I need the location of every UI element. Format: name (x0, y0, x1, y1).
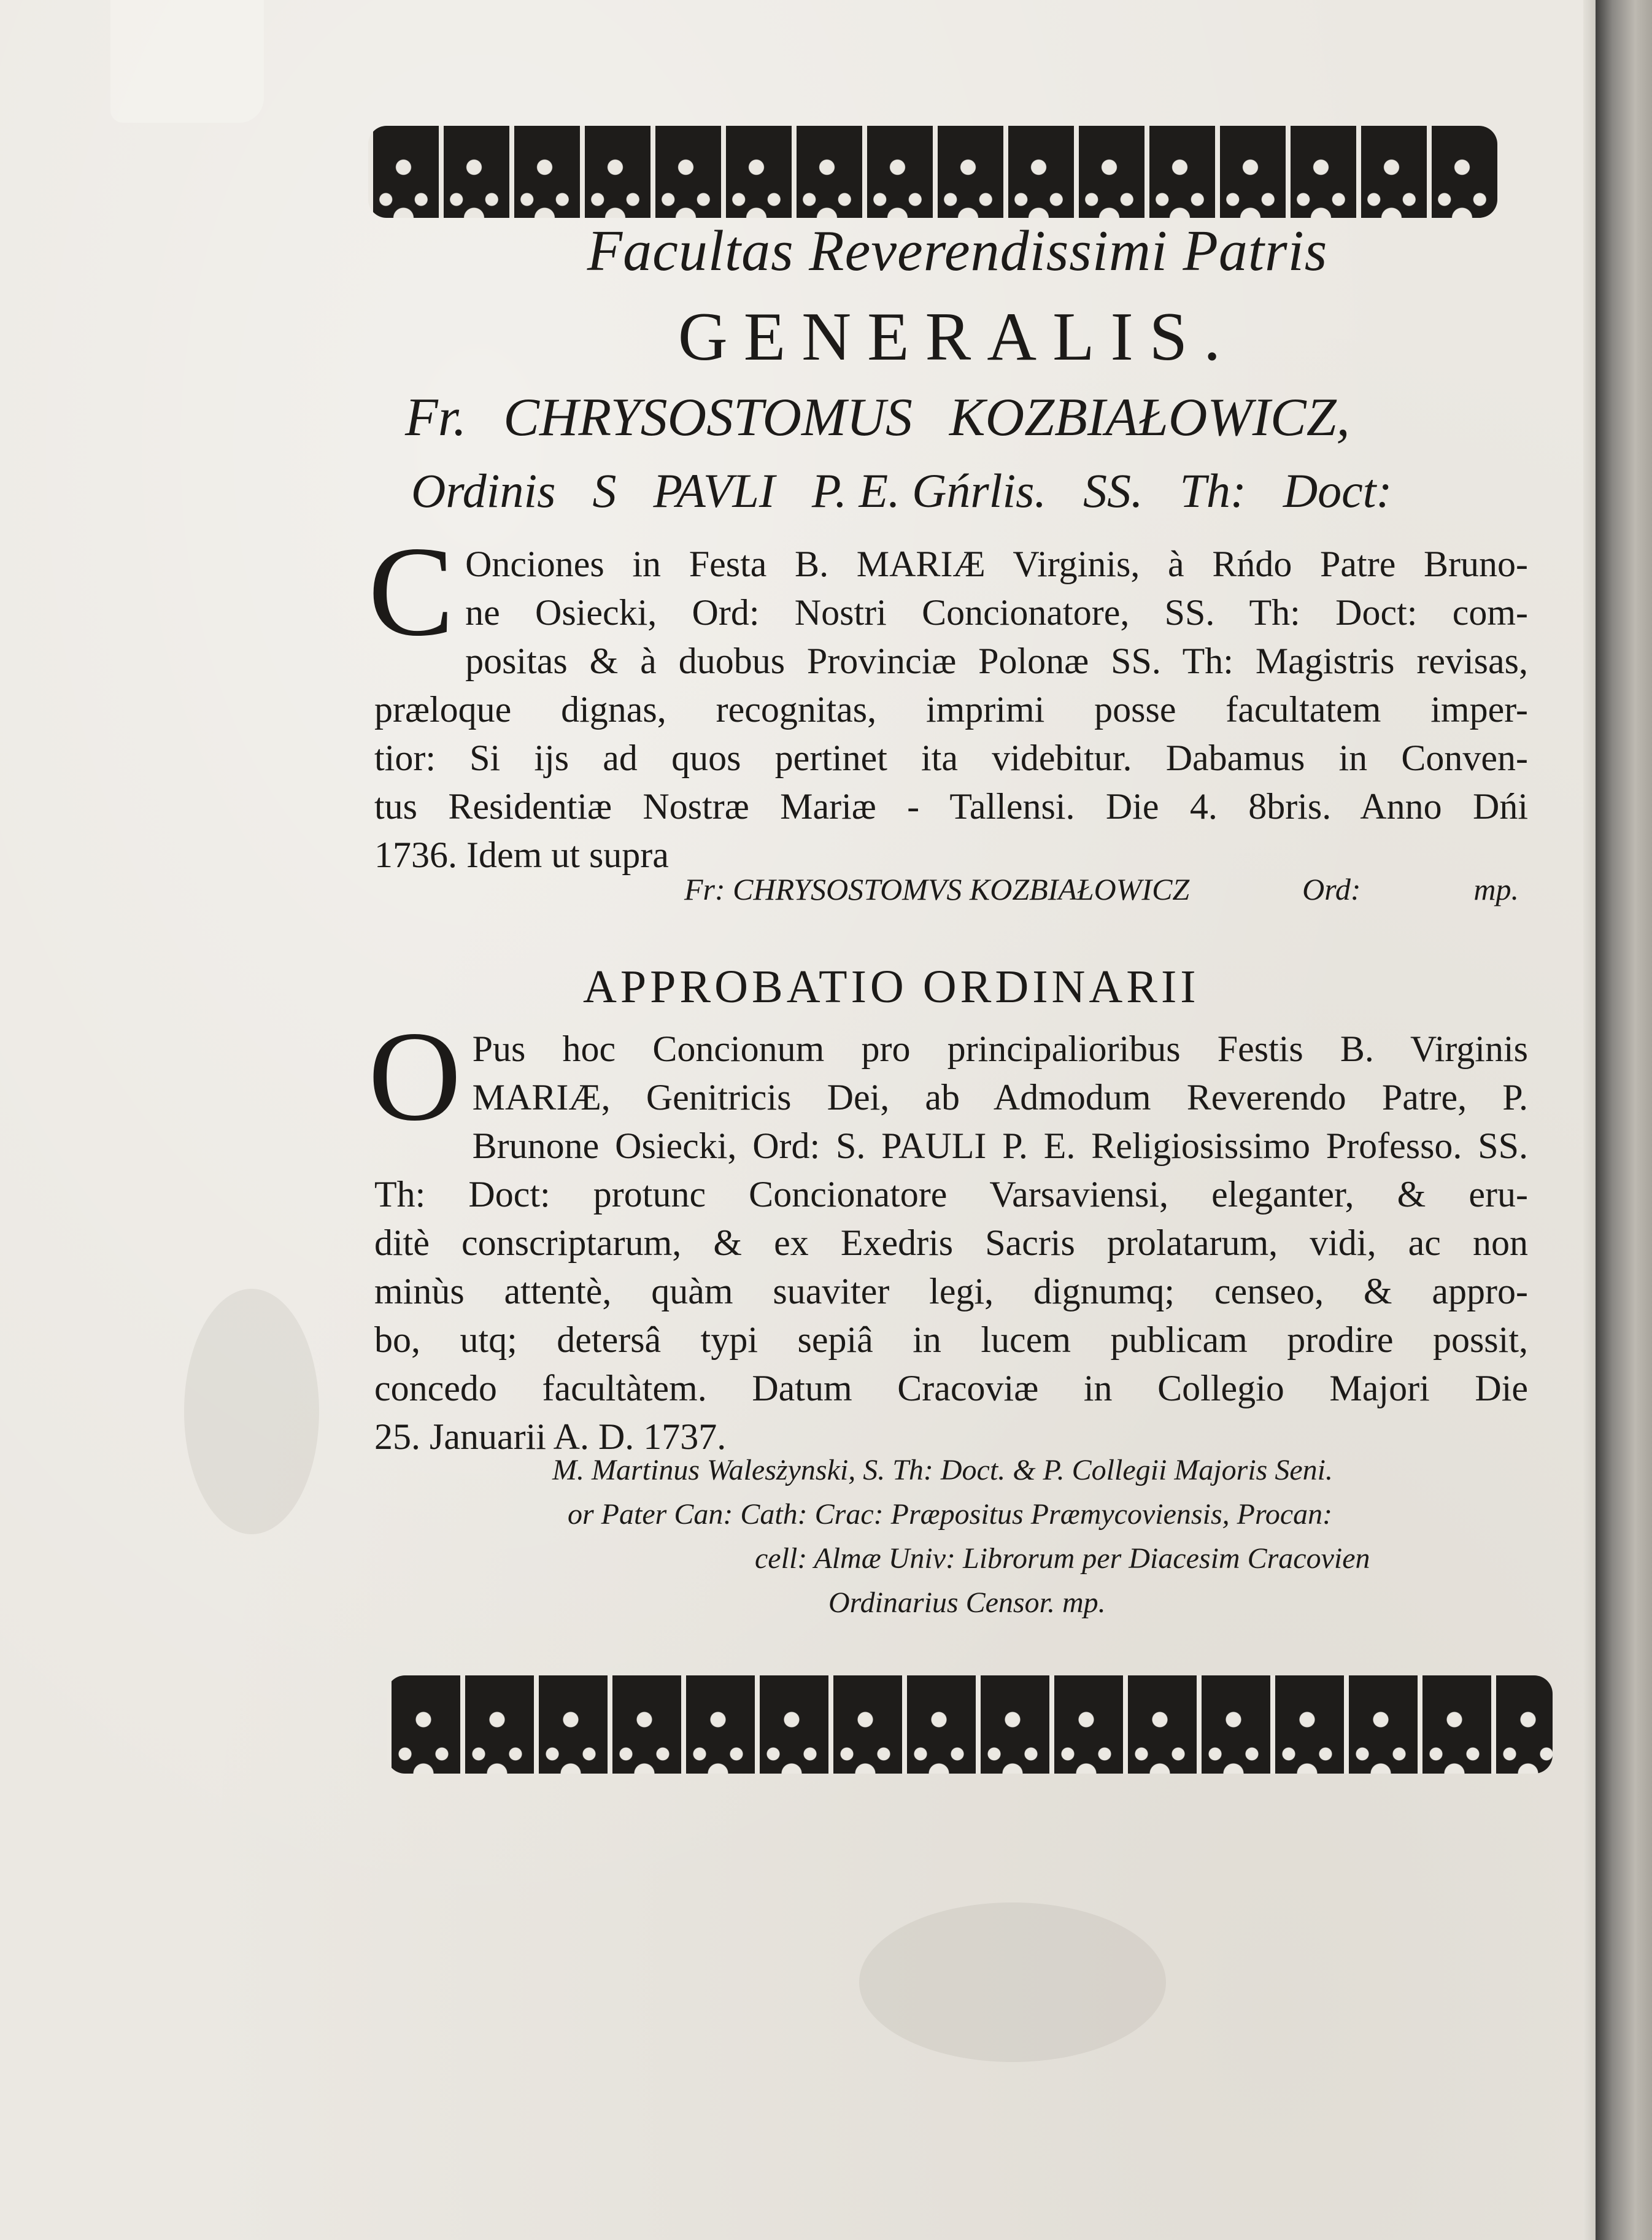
heading-name-first: CHRYSOSTOMUS (503, 388, 913, 447)
paper-repair-patch (110, 0, 264, 123)
bottom-floral-ornament (387, 1675, 1553, 1774)
paragraph-line: concedo facultàtem. Datum Cracoviæ in Collegio Majori Die (374, 1368, 1528, 1408)
paragraph-line: 1736. Idem ut supra (374, 835, 669, 875)
signature-name: Fr: CHRYSOSTOMVS KOZBIAŁOWICZ (684, 872, 1190, 906)
heading-order-s: S (592, 464, 617, 517)
paragraph-line: MARIÆ, Genitricis Dei, ab Admodum Reverendo Patre, P. (472, 1077, 1528, 1118)
heading-generalis: GENERALIS. (677, 299, 1237, 375)
approbatio-title: APPROBATIO ORDINARII (583, 961, 1200, 1013)
heading-order-word: Ordinis (411, 464, 556, 517)
general-signature (684, 871, 1519, 907)
top-floral-ornament (368, 126, 1497, 218)
heading-order-th: Th: (1179, 464, 1246, 517)
paper-stain (859, 1902, 1166, 2062)
paragraph-line: 25. Januarii A. D. 1737. (374, 1416, 727, 1457)
paragraph-line: minùs attentè, quàm suaviter legi, dignumq; censeo, & appro- (374, 1271, 1528, 1311)
paragraph-line: ditè conscriptarum, & ex Exedris Sacris prolatarum, vidi, ac non (374, 1222, 1528, 1263)
signature-line: cell: Almæ Univ: Librorum per Diacesim Cracovien (755, 1542, 1370, 1575)
signature-line: M. Martinus Walesżynski, S. Th: Doct. & P. Collegii Majoris Seni. (552, 1454, 1333, 1486)
paragraph-line: Pus hoc Concionum pro principalioribus Festis B. Virginis (472, 1029, 1528, 1069)
paragraph-line: bo, utq; detersâ typi sepiâ in lucem publicam prodire possit, (374, 1319, 1528, 1360)
heading-order-ss: SS. (1083, 464, 1143, 517)
facultas-paragraph (368, 520, 1528, 879)
signature-line: Ordinarius Censor. mp. (828, 1586, 1106, 1619)
dropcap-c: C (368, 520, 455, 663)
paragraph-line: ne Osiecki, Ord: Nostri Concionatore, SS. Th: Doct: com- (465, 592, 1528, 633)
paragraph-line: tior: Si ijs ad quos pertinet ita videbitur. Dabamus in Conven- (374, 738, 1528, 778)
paragraph-line: Brunone Osiecki, Ord: S. PAULI P. E. Religiosissimo Professo. SS. (472, 1126, 1528, 1166)
heading-name-line (405, 387, 1540, 449)
heading-order-pauli: PAVLI (653, 464, 775, 517)
paragraph-line: tus Residentiæ Nostræ Mariæ - Tallensi. Die 4. 8bris. Anno Dńi (374, 786, 1528, 827)
heading-order-doct: Doct: (1283, 464, 1392, 517)
heading-facultas: Facultas Reverendissimi Patris (587, 219, 1328, 283)
adjacent-page-edge (1596, 0, 1652, 2240)
paragraph-line: Th: Doct: protunc Concionatore Varsaviensi, eleganter, & eru- (374, 1174, 1528, 1215)
signature-ord: Ord: (1302, 872, 1361, 906)
heading-order-line (411, 463, 1546, 519)
paragraph-line: positas & à duobus Provinciæ Polonæ SS. Th: Magistris revisas, (465, 641, 1528, 681)
paragraph-line: Onciones in Festa B. MARIÆ Virginis, à Rńdo Patre Bruno- (465, 544, 1528, 584)
approbatio-paragraph (368, 1005, 1528, 1461)
heading-order-pe: P. E. Gńrlis. (811, 464, 1046, 517)
paper-stain (184, 1289, 319, 1534)
censor-signature (552, 1448, 1534, 1625)
signature-mp: mp. (1473, 872, 1519, 906)
signature-line: or Pater Can: Cath: Crac: Præpositus Præmycoviensis, Procan: (568, 1498, 1333, 1531)
heading-name-surname: KOZBIAŁOWICZ, (949, 388, 1350, 447)
paragraph-line: præloque dignas, recognitas, imprimi posse facultatem imper- (374, 689, 1528, 730)
page-edge (1583, 0, 1596, 2240)
heading-name-fr: Fr. (405, 388, 467, 447)
dropcap-o: O (368, 1005, 461, 1148)
